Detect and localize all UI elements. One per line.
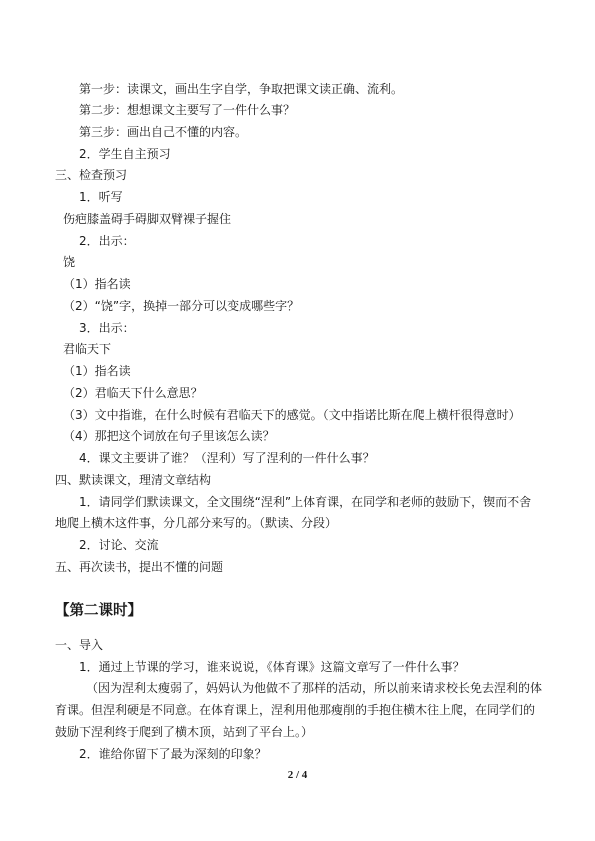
- section-heading: 【第二课时】: [55, 603, 142, 619]
- text-line: （1）指名读: [63, 277, 131, 291]
- text-line: （3）文中指谁，在什么时候有君临天下的感觉。（文中指诺比斯在爬上横杆很得意时）: [63, 408, 521, 422]
- text-line: 4．课文主要讲了谁？（涅利）写了涅利的一件什么事？: [79, 451, 375, 465]
- text-line: 2．学生自主预习: [79, 147, 171, 161]
- text-line: （2）君临天下什么意思？: [63, 386, 203, 400]
- text-line: 1．通过上节课的学习，谁来说说，《体育课》这篇文章写了一件什么事？: [79, 660, 465, 674]
- text-line: 四、默读课文，理清文章结构: [55, 473, 212, 487]
- text-line: 第一步：读课文，画出生字自学，争取把课文读正确、流利。: [79, 82, 404, 96]
- text-line: 五、再次读书，提出不懂的问题: [55, 560, 224, 574]
- text-line: 伤疤膝盖碍手碍脚双臂裸子握住: [63, 212, 232, 226]
- page-number: 2 / 4: [287, 769, 308, 781]
- text-line: 1．请同学们默读课文，全文围绕“涅利”上体育课，在同学和老师的鼓励下，锲而不舍: [79, 495, 532, 509]
- text-line: 第三步：画出自己不懂的内容。: [79, 125, 248, 139]
- text-line: 三、检查预习: [55, 168, 128, 182]
- text-line: 2．出示：: [79, 234, 135, 248]
- text-line: （1）指名读: [63, 364, 131, 378]
- text-line: （4）那把这个词放在句子里该怎么读？: [63, 429, 275, 443]
- text-line: （2）“饶”字，换掉一部分可以变成哪些字？: [63, 299, 300, 313]
- text-line: 一、导入: [55, 638, 104, 652]
- text-line: 第二步：想想课文主要写了一件什么事？: [79, 103, 296, 117]
- text-line: 育课。但涅利硬是不同意。在体育课上，涅利用他那瘦削的手抱住横木往上爬，在同学们的: [55, 703, 536, 717]
- text-line: 2．讨论、交流: [79, 538, 159, 552]
- text-line: 鼓励下涅利终于爬到了横木顶，站到了平台上。）: [55, 725, 314, 739]
- text-line: 地爬上横木这件事，分几部分来写的。（默读、分段）: [55, 516, 338, 530]
- text-line: 1．听写: [79, 190, 123, 204]
- text-line: 2．谁给你留下了最为深刻的印象？: [79, 747, 267, 761]
- text-line: 3．出示：: [79, 321, 135, 335]
- text-line: （因为涅利太瘦弱了，妈妈认为他做不了那样的活动，所以前来请求校长免去涅利的体: [86, 681, 543, 695]
- text-line: 饶: [63, 255, 76, 269]
- text-line: 君临天下: [63, 342, 112, 356]
